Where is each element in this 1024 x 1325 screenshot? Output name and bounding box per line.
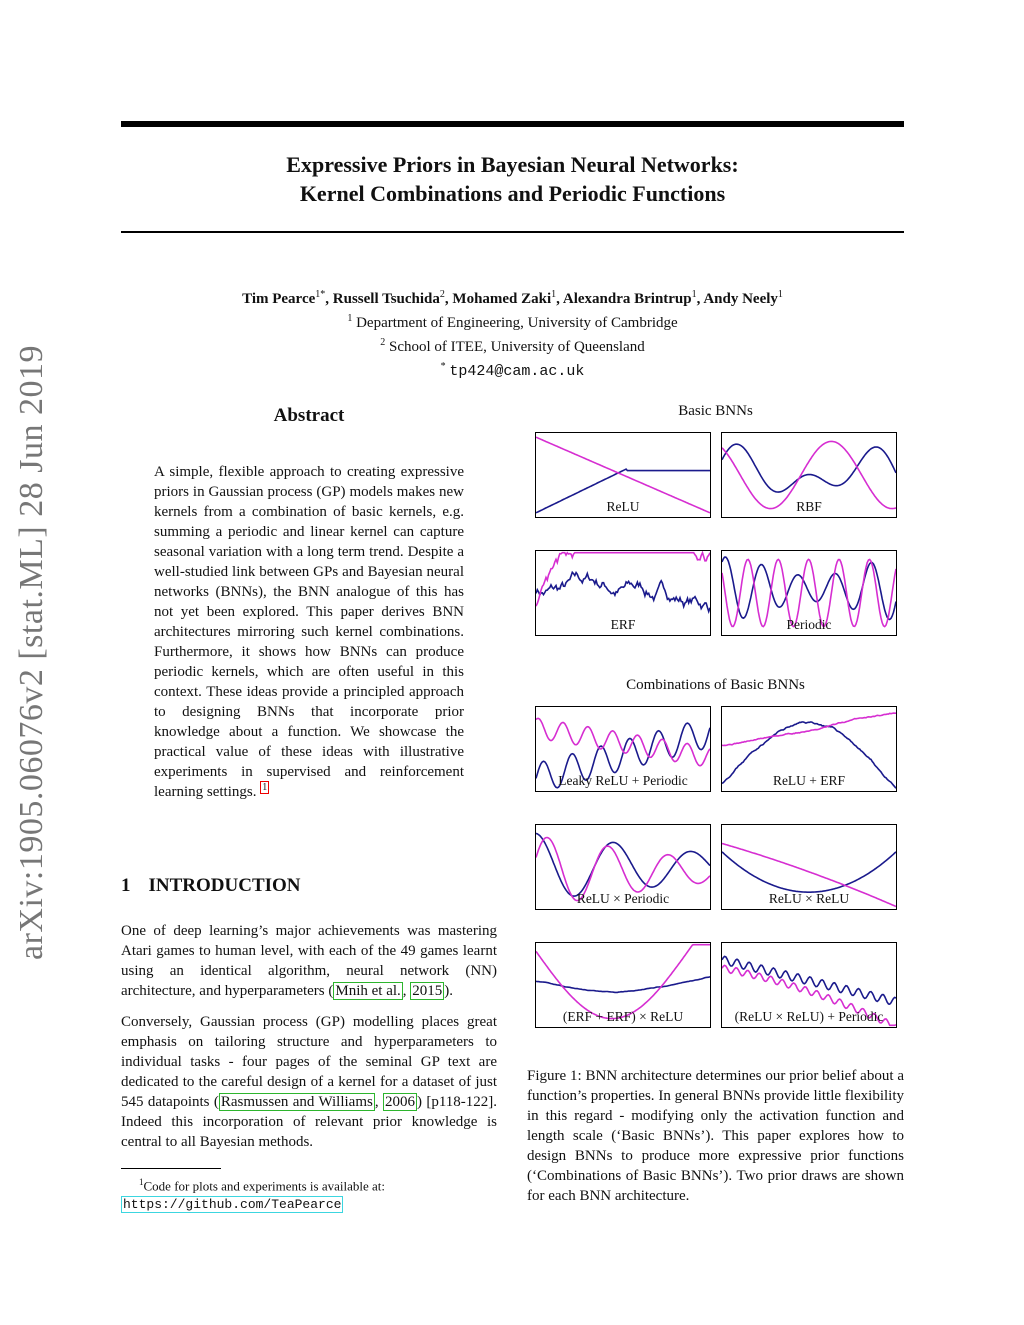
arxiv-side-stamp: arXiv:1905.06076v2 [stat.ML] 28 Jun 2019	[13, 345, 50, 960]
author-name: Mohamed Zaki	[452, 291, 552, 307]
citation-link[interactable]: Rasmussen and Williams	[220, 1094, 373, 1110]
author-name: Tim Pearce	[242, 291, 316, 307]
plot-label: (ReLU × ReLU) + Periodic	[734, 1009, 884, 1024]
plot-label: ERF	[610, 617, 636, 632]
footnote-rule	[121, 1168, 221, 1169]
prior-draw-1-line	[722, 956, 896, 1004]
author-affiliation-mark: 1*	[315, 289, 326, 300]
figure-combo-title: Combinations of Basic BNNs	[626, 677, 805, 693]
title-line-1: Expressive Priors in Bayesian Neural Networks:	[286, 152, 739, 177]
figure-basic-title: Basic BNNs	[678, 403, 753, 419]
contact-email: * tp424@cam.ac.uk	[440, 361, 585, 380]
abstract-body	[154, 462, 464, 802]
prior-draw-2-line	[722, 713, 896, 745]
email-link[interactable]: tp424@cam.ac.uk	[449, 363, 585, 380]
abstract-text: A simple, flexible approach to creating expressive priors in Gaussian process (GP) models makes new kernels from a combination of basic kernels, e.g. summing a periodic and linear kernel can capture seasonal variation with a long term trend. Despite a well-studied link between GPs and Bayesian neural networks (BNNs), the BNN analogue of this has not yet been explored. This paper derives BNN architectures mirroring such kernel combinations. Furthermore, it shows how BNNs can produce periodic kernels, which are often useful in this context. These ideas provide a principled approach to designing BNNs that incorporate prior knowledge about a function. We showcase the practical value of these ideas with illustrative experiments in supervised and reinforcement learning settings.	[154, 464, 464, 800]
plot-panel-relu	[535, 432, 711, 518]
affiliation-2: $^2$ School of ITEE, University of Queensland	[380, 337, 645, 355]
paper-title	[121, 150, 904, 208]
intro-paragraph-2: Conversely, Gaussian process (GP) modelling places great emphasis on tailoring structure and hyperparameters to individual tasks - four pages of the seminal GP text are dedicated to the careful design of a kernel for a dataset of just 545 datapoints ( Rasmussen and Williams , 2006 ) [p118-122]. Indeed this incorporation of relevant prior knowledge is central to all Bayesian methods.	[121, 1014, 497, 1150]
plot-label: ReLU	[606, 499, 640, 514]
section-heading-introduction	[121, 875, 301, 897]
plot-label: (ERF + ERF) × ReLU	[562, 1009, 684, 1024]
title-bottom-rule	[121, 231, 904, 233]
plot-label: Leaky ReLU + Periodic	[558, 773, 688, 788]
intro-paragraph-1: One of deep learning’s major achievements was mastering Atari games to human level, with each of the 49 games learnt using an identical algorithm, neural network (NN) architecture, and hyperparameters ( Mnih et al. , 2015 ).	[121, 923, 497, 999]
title-top-rule	[121, 121, 904, 127]
prior-draw-1-line	[536, 572, 710, 611]
author-affiliation-mark: 2	[439, 289, 445, 300]
plot-label: RBF	[796, 499, 822, 514]
prior-draw-2-line	[536, 553, 710, 606]
github-url-link[interactable]: https://github.com/TeaPearce	[123, 1197, 342, 1213]
plot-label: Periodic	[786, 617, 832, 632]
author-affiliation-mark: 1	[551, 289, 557, 300]
footnote-ref-link[interactable]: 1	[262, 782, 268, 793]
prior-draw-1-line	[536, 977, 710, 993]
plot-label: ReLU + ERF	[772, 773, 846, 788]
figure-caption: Figure 1: BNN architecture determines our prior belief about a function’s properties. In general BNNs provide little flexibility in this regard - modifying only the activation function and length scale (‘Basic BNNs’). This paper explores how to design BNNs to produce more expressive prior functions (‘Combinations of Basic BNNs’). Two prior draws are shown for each BNN architecture.	[527, 1068, 904, 1204]
plot-panel-rbf	[721, 432, 897, 518]
plot-label: ReLU × ReLU	[768, 891, 850, 906]
plot-panel-relu-times-periodic	[535, 824, 711, 910]
prior-draw-1-line	[722, 444, 896, 492]
author-affiliation-mark: 1	[691, 289, 697, 300]
citation-year-link[interactable]: 2015	[412, 983, 443, 999]
citation-year-link[interactable]: 2006	[384, 1094, 415, 1110]
plot-panel-leaky-relu-plus-periodic	[535, 706, 711, 792]
plot-label: ReLU × Periodic	[576, 891, 670, 906]
affiliation-1: $^1$ Department of Engineering, University of Cambridge	[347, 313, 678, 331]
abstract-heading: Abstract	[273, 405, 345, 426]
plot-panel-erf	[535, 550, 711, 636]
plot-panel-relu-times-relu	[721, 824, 897, 910]
prior-draw-2-line	[536, 718, 710, 765]
plot-panel-periodic	[721, 550, 897, 636]
footnote: $^1$Code for plots and experiments is available at: https://github.com/TeaPearce	[123, 1177, 386, 1213]
plot-panel-relu-relu-plus-periodic	[721, 942, 897, 1028]
citation-link[interactable]: Mnih et al.	[335, 983, 401, 999]
prior-draw-1-line	[722, 557, 896, 619]
title-line-2: Kernel Combinations and Periodic Functions	[299, 181, 726, 206]
author-name: Andy Neely	[703, 291, 778, 307]
author-name: Alexandra Brintrup	[562, 291, 692, 307]
prior-draw-1-line	[536, 833, 710, 896]
plot-panel-erf-erf-times-relu	[535, 942, 711, 1028]
author-names: Tim Pearce$^{1*}$, Russell Tsuchida$^2$, Mohamed Zaki$^1$, Alexandra Brintrup$^1$, Andy Neely$^1$	[242, 289, 783, 307]
author-affiliation-mark: 1	[777, 289, 783, 300]
section-title: INTRODUCTION	[148, 875, 301, 896]
author-name: Russell Tsuchida	[332, 291, 440, 307]
author-block	[121, 285, 904, 382]
section-number: 1	[121, 875, 131, 896]
plot-panel-relu-plus-erf	[721, 706, 897, 792]
